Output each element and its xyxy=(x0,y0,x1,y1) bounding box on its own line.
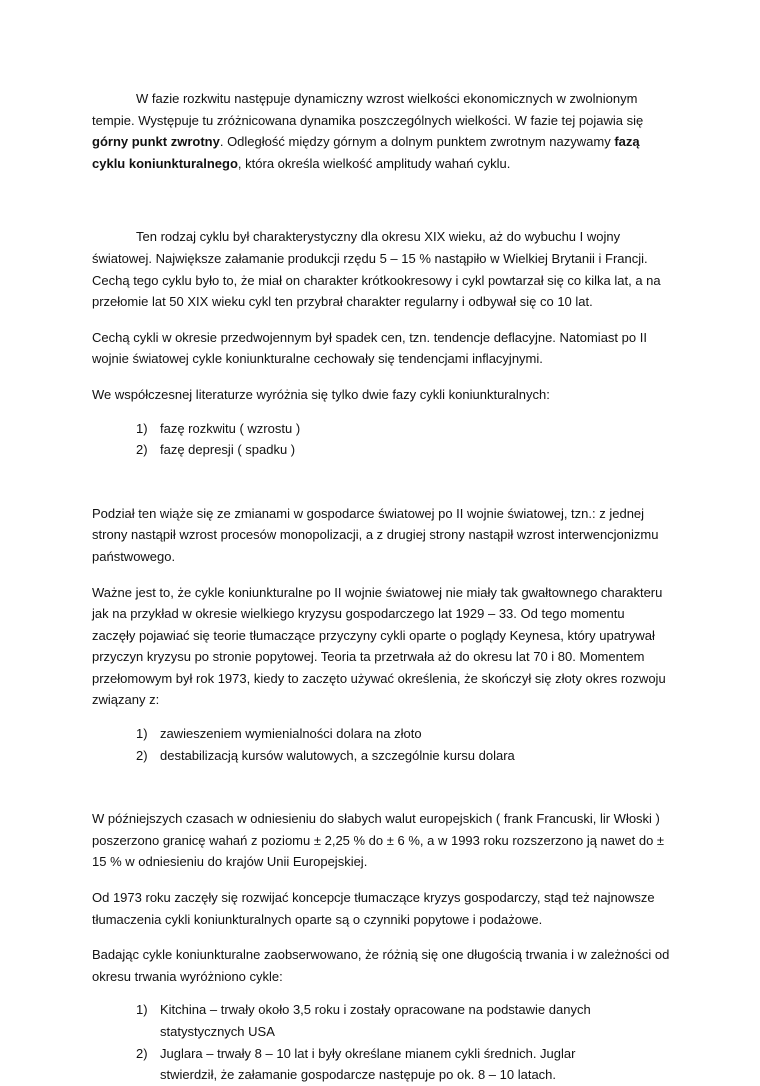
list-number: 1) xyxy=(136,1002,148,1018)
text-span: , która określa wielkość amplitudy wahań cyklu. xyxy=(237,155,511,171)
paragraph-crisis-concepts: Od 1973 roku zaczęły się rozwijać koncepcje tłumaczące kryzys gospodarczy, stąd też najnowsze tłumaczenia cykli koniunkturalnych oparte są o czynniki popytowe i podażowe. xyxy=(92,890,655,927)
list-cycle-types xyxy=(92,999,670,1085)
list-item xyxy=(136,439,670,461)
list-number: 2) xyxy=(136,1045,148,1061)
list-number: 1) xyxy=(136,420,148,436)
paragraph-postwar-division: Podział ten wiąże się ze zmianami w gospodarce światowej po II wojnie światowej, tzn.: z jednej strony nastąpił wzrost procesów monopolizacji, a z drugiej strony nastąpił wzrost interwencjonizmu państwowego. xyxy=(92,505,659,564)
list-item xyxy=(136,745,670,767)
paragraph-two-phases-intro: We współczesnej literaturze wyróżnia się tylko dwie fazy cykli koniunkturalnych: xyxy=(92,386,550,402)
list-phases xyxy=(92,418,670,461)
list-item xyxy=(136,418,670,440)
list-number: 2) xyxy=(136,442,148,458)
list-item-text: zawieszeniem wymienialności dolara na złoto xyxy=(160,726,422,742)
paragraph-xix-century-cycle: Ten rodzaj cyklu był charakterystyczny dla okresu XIX wieku, aż do wybuchu I wojny światowej. Największe załamanie produkcji rzędu 5 – 15 % nastąpiło w Wielkiej Brytanii i Francji. Cechą tego cyklu było to, że miał on charakter krótkookresowy i cykl powtarzał się co kilka lat, a na przełomie lat 50 XIX wieku cykl ten przybrał charakter regularny i odbywał się co 10 lat. xyxy=(92,229,661,310)
list-item-text: Juglara – trwały 8 – 10 lat i były określane mianem cykli średnich. Juglar stwierdził, że załamanie gospodarcze następuje po ok. 8 – 10 latach. xyxy=(160,1045,576,1083)
list-item xyxy=(136,999,670,1042)
text-span: . Odległość między górnym a dolnym punktem zwrotnym nazywamy xyxy=(219,134,615,150)
text-span: W fazie rozkwitu następuje dynamiczny wzrost wielkości ekonomicznych w zwolnionym tempie. Występuje tu zróżnicowana dynamika poszczególnych wielkości. W fazie tej pojawia się xyxy=(92,91,644,128)
list-item xyxy=(136,1043,670,1086)
list-golden-era-factors xyxy=(92,723,670,766)
bold-term-upper-turning-point: górny punkt zwrotny xyxy=(92,134,220,150)
list-item-text: destabilizacją kursów walutowych, a szczególnie kursu dolara xyxy=(160,747,515,763)
list-item-text: fazę rozkwitu ( wzrostu ) xyxy=(160,420,301,436)
list-item-text: fazę depresji ( spadku ) xyxy=(160,442,296,458)
paragraph-european-currencies: W późniejszych czasach w odniesieniu do słabych walut europejskich ( frank Francuski, lir Włoski ) poszerzono granicę wahań z poziomu ± 2,25 % do ± 6 %, a w 1993 roku rozszerzono ją nawet do ± 15 % w odniesieniu do krajów Unii Europejskiej. xyxy=(92,811,665,870)
bold-term-cycle-phase: fazą cyklu koniunkturalnego xyxy=(92,134,640,171)
paragraph-expansion-phase xyxy=(92,88,670,174)
paragraph-keynes-theory: Ważne jest to, że cykle koniunkturalne po II wojnie światowej nie miały tak gwałtownego charakteru jak na przykład w okresie wielkiego kryzysu gospodarczego lat 1929 – 33. Od tego momentu zaczęły pojawiać się teorie tłumaczące przyczyny cykli oparte o poglądy Keynesa, który upatrywał przyczyn kryzysu po stronie popytowej. Teoria ta przetrwała aż do okresu lat 70 i 80. Momentem przełomowym był rok 1973, kiedy to zaczęto używać określenia, że skończył się złoty okres rozwoju związany z: xyxy=(92,584,666,708)
list-item-text: Kitchina – trwały około 3,5 roku i zostały opracowane na podstawie danych statystycznych USA xyxy=(160,1002,591,1039)
document-body xyxy=(92,88,670,1086)
list-item xyxy=(136,723,670,745)
paragraph-prewar-deflation: Cechą cykli w okresie przedwojennym był spadek cen, tzn. tendencje deflacyjne. Natomiast po II wojnie światowej cykle koniunkturalne cechowały się tendencjami inflacyjnymi. xyxy=(92,329,647,367)
list-number: 2) xyxy=(136,747,148,763)
paragraph-cycle-lengths-intro: Badając cykle koniunkturalne zaobserwowano, że różnią się one długością trwania i w zależności od okresu trwania wyróżniono cykle: xyxy=(92,947,670,984)
list-number: 1) xyxy=(136,726,148,742)
